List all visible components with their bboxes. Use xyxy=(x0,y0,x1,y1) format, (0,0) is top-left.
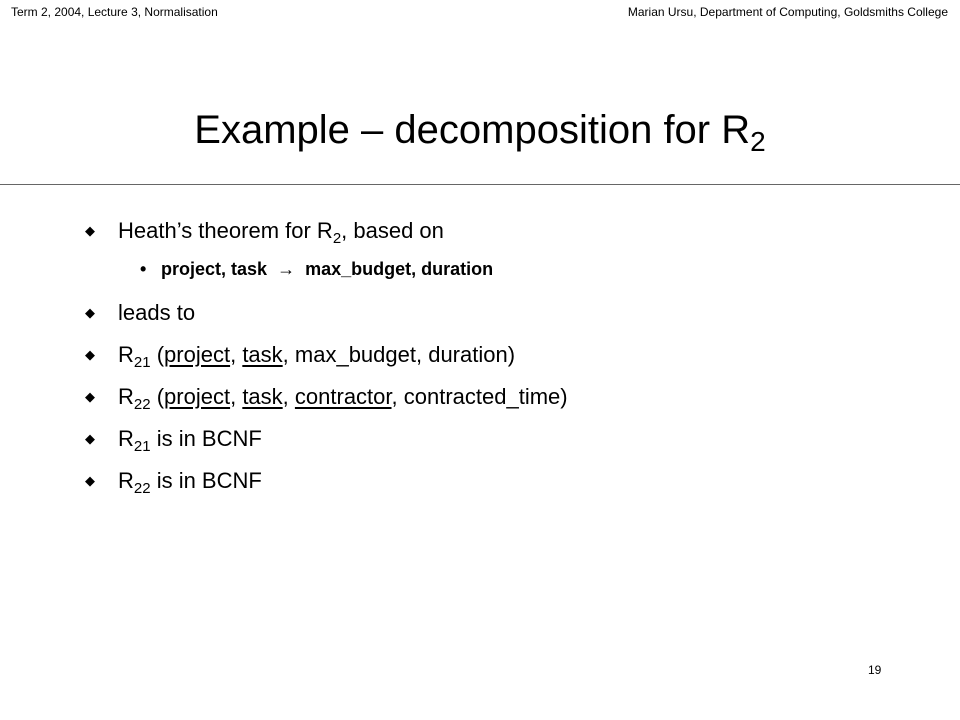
bullet-text: , xyxy=(230,384,243,409)
relation-name: R xyxy=(118,384,134,409)
bullet-text: is in BCNF xyxy=(150,468,262,493)
relation-name: R xyxy=(118,342,134,367)
fd-lhs: project, task xyxy=(161,259,268,279)
diamond-bullet-icon: ◆ xyxy=(85,223,95,238)
bullet-r22-bcnf xyxy=(85,468,262,497)
key-attribute-task: task xyxy=(242,384,283,409)
bullet-heath-theorem xyxy=(85,218,444,247)
header-right-text: Marian Ursu, Department of Computing, Goldsmiths College xyxy=(627,5,948,19)
relation-name: R xyxy=(118,426,134,451)
header-left-text: Term 2, 2004, Lecture 3, Normalisation xyxy=(11,5,218,19)
bullet-text: , xyxy=(230,342,243,367)
dot-bullet-icon: • xyxy=(140,259,147,279)
diamond-bullet-icon: ◆ xyxy=(85,389,95,404)
relation-subscript: 21 xyxy=(133,438,151,455)
bullet-text: , based on xyxy=(341,218,444,243)
bullet-text: Heath’s theorem for R xyxy=(118,218,333,243)
bullet-leads-to xyxy=(85,300,195,326)
bullet-text: leads to xyxy=(118,300,196,325)
bullet-text: is in BCNF xyxy=(150,426,262,451)
arrow-right-icon: → xyxy=(277,259,296,279)
fd-rhs: max_budget, duration xyxy=(305,259,494,279)
key-attribute-project: project xyxy=(164,384,231,409)
diamond-bullet-icon: ◆ xyxy=(85,305,95,320)
page-number: 19 xyxy=(868,663,882,677)
key-attribute-contractor: contractor xyxy=(294,384,392,409)
bullet-r21-bcnf xyxy=(85,426,262,455)
key-attribute-project: project xyxy=(164,342,231,367)
relation-name: R xyxy=(118,468,134,493)
relation-subscript: 21 xyxy=(133,354,151,371)
diamond-bullet-icon: ◆ xyxy=(85,473,95,488)
slide-title-subscript: 2 xyxy=(750,126,766,157)
bullet-subscript: 2 xyxy=(332,230,342,247)
relation-subscript: 22 xyxy=(133,396,151,413)
bullet-text: , contracted_time) xyxy=(391,384,568,409)
bullet-text: ( xyxy=(150,342,165,367)
relation-subscript: 22 xyxy=(133,480,151,497)
bullet-r22-schema xyxy=(85,384,568,413)
diamond-bullet-icon: ◆ xyxy=(85,431,95,446)
bullet-text: ( xyxy=(150,384,165,409)
bullet-r21-schema xyxy=(85,342,516,371)
bullet-text: , xyxy=(282,384,295,409)
sub-bullet-functional-dependency xyxy=(140,259,493,280)
diamond-bullet-icon: ◆ xyxy=(85,347,95,362)
bullet-text: , max_budget, duration) xyxy=(282,342,516,367)
slide-title-main: Example – decomposition for R xyxy=(194,108,751,152)
key-attribute-task: task xyxy=(242,342,283,367)
